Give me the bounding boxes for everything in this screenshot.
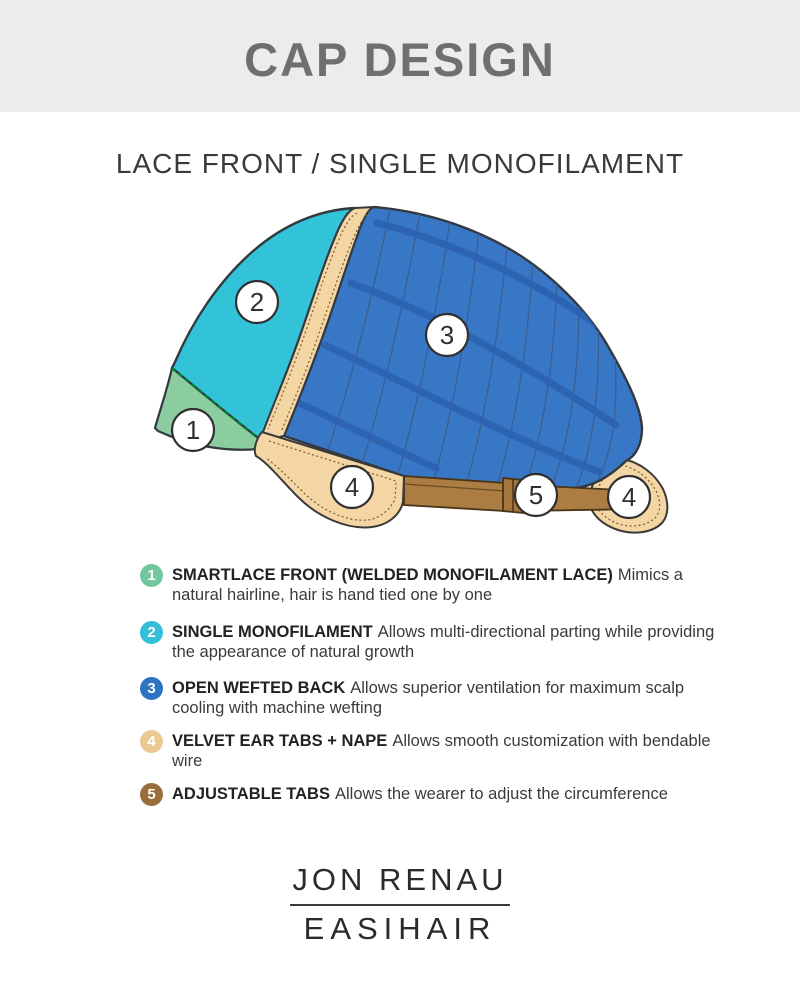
callout-2 xyxy=(236,281,278,323)
legend-badge-4: 4 xyxy=(140,730,163,753)
brand-name-easihair: EASIHAIR xyxy=(303,911,497,946)
legend-badge-1: 1 xyxy=(140,564,163,587)
page-title: CAP DESIGN xyxy=(244,32,556,86)
svg-text:4: 4 xyxy=(344,472,360,502)
legend-item-heading: ADJUSTABLE TABS xyxy=(172,785,330,803)
legend-item-body: Allows the wearer to adjust the circumference xyxy=(334,785,668,803)
brand-name-jon-renau: JON RENAU xyxy=(292,862,508,897)
legend-badge-2: 2 xyxy=(140,621,163,644)
svg-text:2: 2 xyxy=(249,287,265,317)
svg-text:1: 1 xyxy=(185,415,201,445)
legend-item-heading: SMARTLACE FRONT (WELDED MONOFILAMENT LACE) xyxy=(172,566,613,584)
legend-item-single-monofilament xyxy=(140,621,722,662)
legend-item-open-wefted-back xyxy=(140,677,722,718)
legend-badge-5: 5 xyxy=(140,783,163,806)
legend-item-text xyxy=(172,565,722,605)
legend-item-heading: OPEN WEFTED BACK xyxy=(172,679,346,697)
legend-item-body: Allows superior ventilation for maximum scalp cooling with machine wefting xyxy=(172,679,685,717)
legend-item-text xyxy=(172,731,722,771)
callout-1 xyxy=(172,409,214,451)
legend-item-body: Allows smooth customization with bendable wire xyxy=(172,732,711,770)
legend-item-adjustable-tabs xyxy=(140,783,722,806)
diagram-subtitle: LACE FRONT / SINGLE MONOFILAMENT xyxy=(115,148,685,179)
svg-text:4: 4 xyxy=(621,482,637,512)
legend-item-velvet-ear-tabs xyxy=(140,730,722,771)
brand-divider xyxy=(290,904,510,906)
legend-item-text xyxy=(172,678,722,718)
legend-item-smartlace-front xyxy=(140,564,722,605)
legend-item-body: Allows multi-directional parting while providing the appearance of natural growth xyxy=(172,623,715,661)
legend-item-heading: VELVET EAR TABS + NAPE xyxy=(172,732,388,750)
legend-item-body: Mimics a natural hairline, hair is hand tied one by one xyxy=(172,566,683,604)
callout-4-right xyxy=(608,476,650,518)
callout-3 xyxy=(426,314,468,356)
svg-text:5: 5 xyxy=(528,480,544,510)
legend-item-text xyxy=(172,622,722,662)
svg-text:3: 3 xyxy=(439,320,455,350)
legend-badge-3: 3 xyxy=(140,677,163,700)
callout-5 xyxy=(515,474,557,516)
brand-logo xyxy=(0,862,800,947)
callout-4-left xyxy=(331,466,373,508)
legend-item-heading: SINGLE MONOFILAMENT xyxy=(172,623,373,641)
legend-item-text xyxy=(172,784,722,804)
